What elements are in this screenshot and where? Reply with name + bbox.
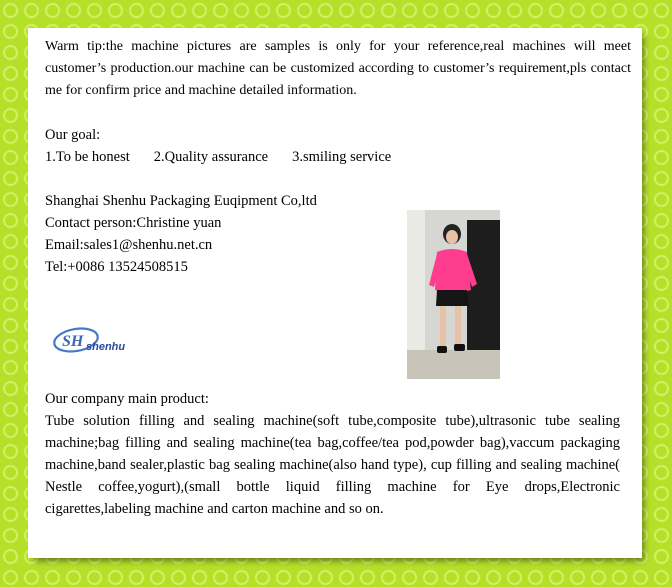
contact-email: Email:sales1@shenhu.net.cn bbox=[45, 237, 213, 253]
goal-heading: Our goal: bbox=[45, 127, 101, 143]
contact-person-photo bbox=[407, 210, 500, 379]
warm-tip-text: Warm tip:the machine pictures are samples is only for your reference,real machines will meet customer’s production.our machine can be customized according to customer’s requirement,pls contact me for confirm price and machine detailed information. bbox=[45, 39, 631, 98]
goal-list bbox=[45, 146, 391, 168]
logo-mark: SH bbox=[62, 333, 84, 350]
company-name: Shanghai Shenhu Packaging Euqipment Co,ltd bbox=[45, 193, 317, 209]
shenhu-logo bbox=[48, 320, 143, 370]
goal-item: 3.smiling service bbox=[292, 149, 392, 165]
logo-wordmark: shenhu bbox=[86, 341, 126, 353]
contact-phone: Tel:+0086 13524508515 bbox=[45, 259, 188, 275]
contact-person: Contact person:Christine yuan bbox=[45, 215, 222, 231]
products-heading: Our company main product: bbox=[45, 391, 209, 407]
goal-item: 1.To be honest bbox=[45, 149, 130, 165]
goal-item: 2.Quality assurance bbox=[153, 149, 269, 165]
products-list: Tube solution filling and sealing machine(soft tube,composite tube),ultrasonic tube sealing machine;bag filling and sealing machine(tea bag,coffee/tea pod,powder bag),vaccum packaging machine,band sealer,plastic bag sealing machine(also hand type), cup filling and sealing machine( Nestle coffee,yogurt),(small bottle liquid filling machine for Eye drops,Electronic cigarettes,labeling machine and carton machine and so on. bbox=[45, 413, 620, 517]
